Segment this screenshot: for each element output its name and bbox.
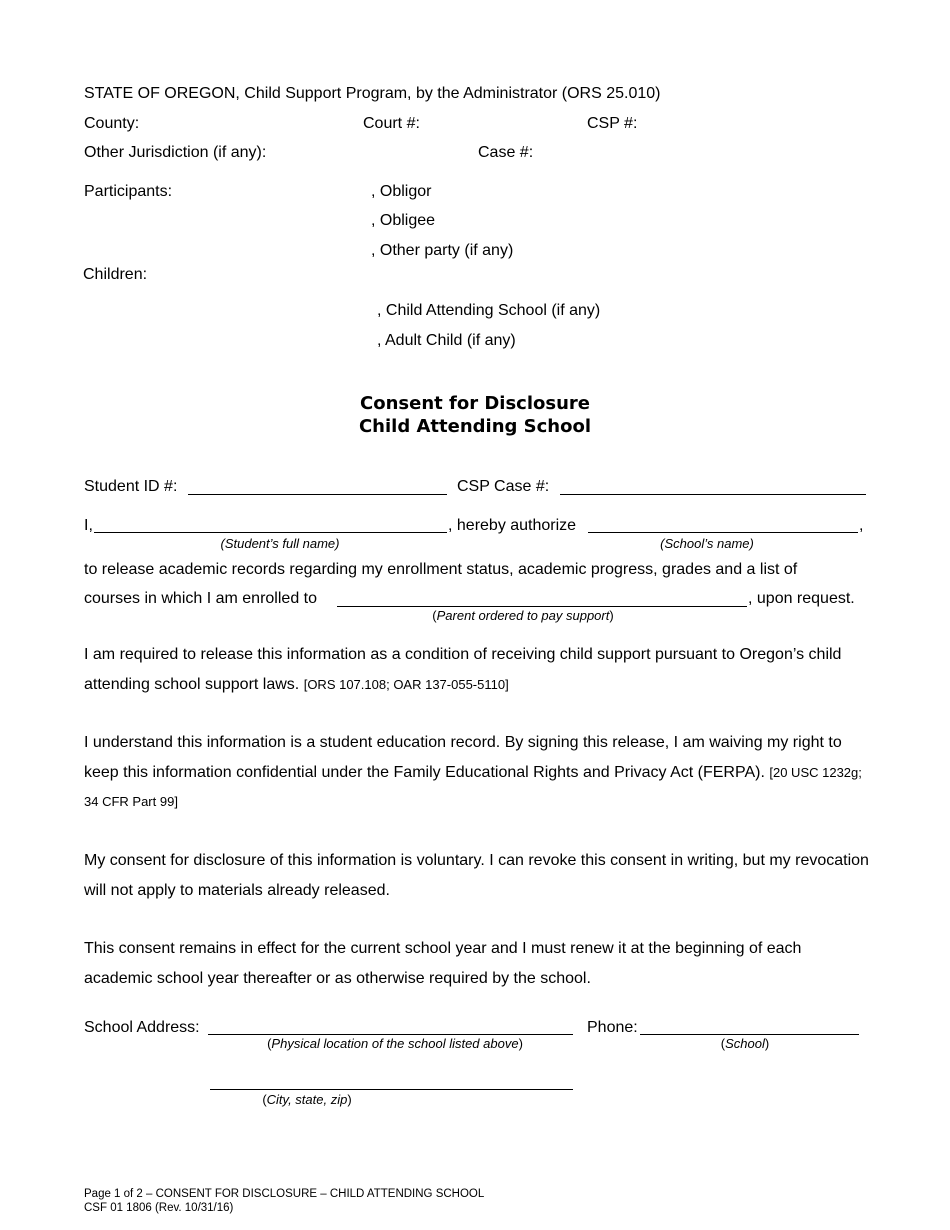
footer-page-info: Page 1 of 2 – CONSENT FOR DISCLOSURE – CHILD ATTENDING SCHOOL	[84, 1188, 485, 1200]
school-name-caption: (School’s name)	[660, 536, 754, 551]
form-title-line2: Child Attending School	[358, 416, 592, 437]
paragraph-required-release: I am required to release this information as a condition of receiving child support pursuant to Oregon’s child attending school support laws. [ORS 107.108; OAR 137-055-5110]	[84, 646, 842, 693]
other-jurisdiction-label: Other Jurisdiction (if any):	[84, 144, 267, 161]
school-phone-caption: (School)	[720, 1036, 770, 1051]
court-number-label: Court #:	[363, 115, 420, 132]
student-name-caption: (Student’s full name)	[220, 536, 340, 551]
agency-header: STATE OF OREGON, Child Support Program, by the Administrator (ORS 25.010)	[84, 85, 661, 102]
physical-location-caption: (Physical location of the school listed above)	[267, 1036, 523, 1051]
obligor-label: , Obligor	[371, 183, 432, 200]
child-attending-school-label: , Child Attending School (if any)	[377, 302, 601, 319]
authorize-comma: ,	[859, 517, 864, 534]
school-address-label: School Address:	[84, 1019, 200, 1036]
csp-number-label: CSP #:	[587, 115, 638, 132]
obligee-label: , Obligee	[371, 212, 436, 229]
adult-child-label: , Adult Child (if any)	[377, 332, 516, 349]
county-label: County:	[84, 115, 140, 132]
school-address-field[interactable]	[208, 1034, 573, 1035]
paragraph-voluntary-consent: My consent for disclosure of this information is voluntary. I can revoke this consent in writing, but my revocation will not apply to materials already released.	[84, 852, 869, 899]
release-text-suffix: , upon request.	[748, 590, 855, 607]
participants-label: Participants:	[84, 183, 173, 200]
csp-case-label: CSP Case #:	[457, 478, 550, 495]
authorize-text: , hereby authorize	[448, 517, 577, 534]
student-name-field[interactable]	[94, 532, 447, 533]
case-number-label: Case #:	[478, 144, 534, 161]
student-id-label: Student ID #:	[84, 478, 178, 495]
csp-case-field[interactable]	[560, 494, 866, 495]
i-label: I,	[84, 517, 93, 534]
student-id-field[interactable]	[188, 494, 447, 495]
city-state-zip-field[interactable]	[210, 1089, 573, 1090]
phone-field[interactable]	[640, 1034, 859, 1035]
release-text-line1: to release academic records regarding my enrollment status, academic progress, grades and a list of	[84, 561, 798, 578]
paragraph-ferpa: I understand this information is a student education record. By signing this release, I am waiving my right to keep this information confidential under the Family Educational Rights and Privacy Act (FERPA). [20 USC 1232g; 34 CFR Part 99]	[84, 734, 862, 809]
school-name-field[interactable]	[588, 532, 858, 533]
children-label: Children:	[83, 266, 148, 283]
release-text-line2: courses in which I am enrolled to	[84, 590, 317, 607]
footer-form-number: CSF 01 1806 (Rev. 10/31/16)	[84, 1202, 234, 1214]
parent-name-field[interactable]	[337, 606, 747, 607]
city-state-zip-caption: (City, state, zip)	[262, 1092, 352, 1107]
paragraph-consent-duration: This consent remains in effect for the current school year and I must renew it at the beginning of each academic school year thereafter or as otherwise required by the school.	[84, 940, 802, 987]
parent-caption: (Parent ordered to pay support)	[432, 608, 614, 623]
form-title-line1: Consent for Disclosure	[360, 393, 590, 414]
phone-label: Phone:	[587, 1019, 638, 1036]
other-party-label: , Other party (if any)	[371, 242, 514, 259]
